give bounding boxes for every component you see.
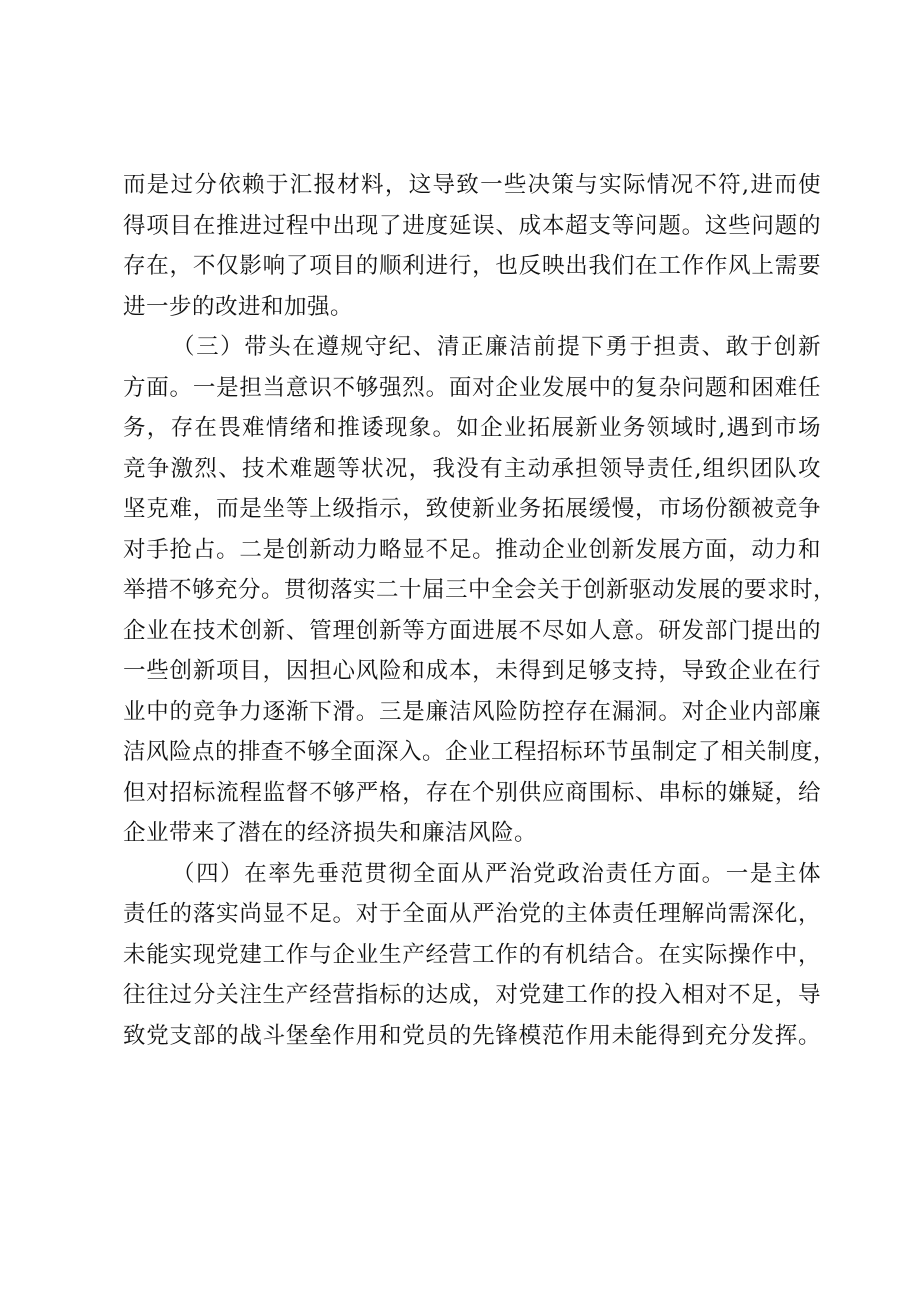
text-line: 坚克难，而是坐等上级指示，致使新业务拓展缓慢，市场份额被竞争 xyxy=(123,496,821,522)
text-line: 未能实现党建工作与企业生产经营工作的有机结合。在实际操作中， xyxy=(123,941,821,968)
text-line: 对手抢占。二是创新动力略显不足。推动企业创新发展方面，动力和 xyxy=(123,536,821,563)
text-line: 竞争激烈、技术难题等状况，我没有主动承担领导责任,组织团队攻 xyxy=(123,455,821,482)
text-line: 一些创新项目，因担心风险和成本，未得到足够支持，导致企业在行 xyxy=(123,658,821,684)
paragraph-2 xyxy=(123,327,837,854)
text-line: 务，存在畏难情绪和推诿现象。如企业拓展新业务领域时,遇到市场 xyxy=(123,415,821,441)
text-line: 而是过分依赖于汇报材料，这导致一些决策与实际情况不符,进而使 xyxy=(123,172,821,198)
text-line: 责任的落实尚显不足。对于全面从严治党的主体责任理解尚需深化， xyxy=(123,901,821,927)
text-line: 企业在技术创新、管理创新等方面进展不尽如人意。研发部门提出的 xyxy=(123,617,821,644)
text-line: 存在，不仅影响了项目的顺利进行，也反映出我们在工作作风上需要 xyxy=(123,253,821,279)
text-line: 企业带来了潜在的经济损失和廉洁风险。 xyxy=(123,820,538,846)
text-line: 举措不够充分。贯彻落实二十届三中全会关于创新驱动发展的要求时， xyxy=(123,577,837,603)
text-line: 业中的竞争力逐渐下滑。三是廉洁风险防控存在漏洞。对企业内部廉 xyxy=(123,698,821,725)
text-line: 方面。一是担当意识不够强烈。面对企业发展中的复杂问题和困难任 xyxy=(123,374,821,401)
document-body xyxy=(123,165,837,1056)
paragraph-1 xyxy=(123,165,821,327)
text-line: 但对招标流程监督不够严格，存在个别供应商围标、串标的嫌疑，给 xyxy=(123,779,821,806)
text-line: 洁风险点的排查不够全面深入。企业工程招标环节虽制定了相关制度， xyxy=(123,739,837,765)
paragraph-heading-line: （三）带头在遵规守纪、清正廉洁前提下勇于担责、敢于创新 xyxy=(172,334,821,360)
paragraph-heading-line: （四）在率先垂范贯彻全面从严治党政治责任方面。一是主体 xyxy=(172,860,821,887)
text-line: 致党支部的战斗堡垒作用和党员的先锋模范作用未能得到充分发挥。 xyxy=(123,1022,821,1049)
text-line: 进一步的改进和加强。 xyxy=(123,293,354,320)
paragraph-3 xyxy=(123,854,821,1057)
text-line: 得项目在推进过程中出现了进度延误、成本超支等问题。这些问题的 xyxy=(123,212,821,239)
text-line: 往往过分关注生产经营指标的达成，对党建工作的投入相对不足，导 xyxy=(123,982,821,1008)
